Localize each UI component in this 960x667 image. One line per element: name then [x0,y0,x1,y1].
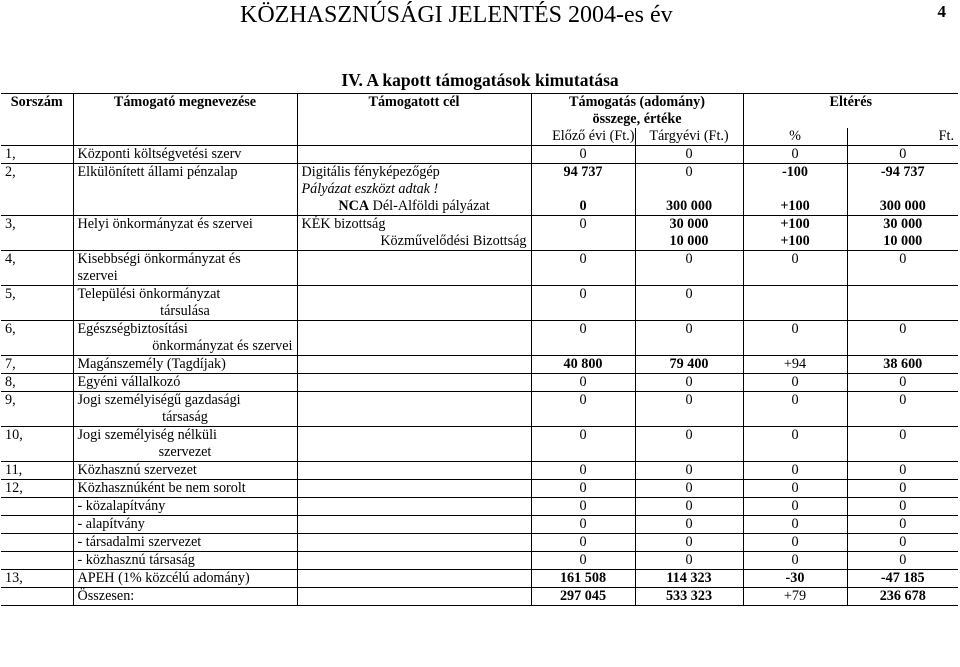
table-row: 5, Települési önkormányzat 0 0 [1,286,958,304]
table-row: - alapítvány 0 0 0 0 [1,516,958,534]
table-row: 1, Központi költségvetési szerv 0 0 0 0 [1,146,958,164]
section-title: IV. A kapott támogatások kimutatása [341,70,619,90]
header-targyevi: Tárgyévi (Ft.) [635,128,743,146]
table-row: 9, Jogi személyiségű gazdasági 0 0 0 0 [1,392,958,410]
table-row: 7, Magánszemély (Tagdíjak) 40 800 79 400 +94 38 600 [1,356,958,374]
table-row: 13, APEH (1% közcélú adomány) 161 508 114 323 -30 -47 185 [1,570,958,588]
table-row: 8, Egyéni vállalkozó 0 0 0 0 [1,374,958,392]
header-osszeg: Támogatás (adomány) összege, értéke [531,94,743,129]
table-row: 6, Egészségbiztosítási 0 0 0 0 [1,321,958,339]
header-szazalek: % [743,128,847,146]
page-number: 4 [937,2,946,21]
header-tamogato: Támogató megnevezése [73,94,297,129]
table-row: 10, Jogi személyiség nélküli 0 0 0 0 [1,427,958,445]
table-row: - társadalmi szervezet 0 0 0 0 [1,534,958,552]
table-row: - közalapítvány 0 0 0 0 [1,498,958,516]
support-table: Sorszám Támogató megnevezése Támogatott cél Támogatás (adomány) összege, értéke Eltérés Előző évi (Ft.) Tárgyévi (Ft.) % Ft. 1, Központi költségvetési szerv 0 0 0 0 2, Elkülönített állami pénzalap Digitális fényképezőgép 94 737 0 -100 -94 737 Pályázat eszközt adtak ! NCA Dél-Alföldi pályázat 0 300 000 +100 300 000 3, Helyi önkormányzat és szervei KÉK bizottság 0 30 000 +100 30 000 Közművelődési Bizottság 10 000 +100 10 000 4, Kisebbségi önkormányzat és 0 0 0 0 szervei 5, Települési önkormányzat 0 0 társulása 6, Egészségbiztosítási 0 0 0 0 önkormányzat és szervei 7, Magánszemély (Tagdíjak) 40 800 79 400 +94 38 600 8, Egyéni vállalkozó 0 0 0 0 9, Jogi személyiségű gazdasági 0 0 0 0 társaság 10, Jogi személyiség nélküli 0 0 0 0 szervezet 11, Közhasznú szervezet 0 0 0 0 12, Közhasznúként be nem sorolt 0 0 0 0 - közalapítvány 0 0 0 0 - alapítvány 0 0 0 0 - társadalmi szervezet 0 0 0 0 - közhasznú társaság 0 0 0 0 13, APEH (1% közcélú adomány) 161 508 114 323 -30 -47 185 Összesen: 297 045 533 323 +79 236 678 [1,93,958,606]
header-elozo: Előző évi (Ft.) [531,128,635,146]
table-row: 12, Közhasznúként be nem sorolt 0 0 0 0 [1,480,958,498]
header-cel: Támogatott cél [297,94,531,129]
document-title: KÖZHASZNÚSÁGI JELENTÉS 2004-es év [240,2,673,28]
table-header-row [1,94,958,129]
header-elteres: Eltérés [743,94,958,129]
table-row: 4, Kisebbségi önkormányzat és 0 0 0 0 [1,251,958,269]
table-row: 3, Helyi önkormányzat és szervei KÉK bizottság 0 30 000 +100 30 000 [1,216,958,234]
table-row: - közhasznú társaság 0 0 0 0 [1,552,958,570]
header-ft: Ft. [938,128,955,144]
table-subheader-row [1,128,958,146]
header-sorszam: Sorszám [1,94,73,129]
table-row: 2, Elkülönített állami pénzalap Digitális fényképezőgép 94 737 0 -100 -94 737 [1,164,958,182]
table-row: 11, Közhasznú szervezet 0 0 0 0 [1,462,958,480]
total-row: Összesen: 297 045 533 323 +79 236 678 [1,588,958,606]
